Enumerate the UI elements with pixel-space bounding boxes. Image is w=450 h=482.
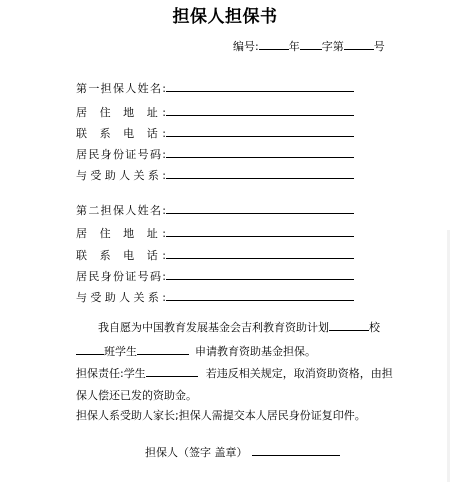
serial-number xyxy=(233,38,385,54)
guarantor2-address-field xyxy=(76,225,166,239)
body-text-5: 担保人系受助人家长;担保人需提交本人居民身份证复印件。 xyxy=(76,409,366,422)
body-text-1a: 我自愿为中国教育发展基金会吉利教育资助计划 xyxy=(98,321,329,334)
guarantor2-address-label: 居 住 地 址: xyxy=(76,227,166,240)
document-title: 担保人担保书 xyxy=(172,7,278,27)
guarantor1-relation-line[interactable] xyxy=(166,178,354,179)
guarantor1-address-line[interactable] xyxy=(166,115,354,116)
guarantor2-name-field xyxy=(76,202,166,216)
guarantor1-id-field xyxy=(76,146,166,160)
signature-blank[interactable] xyxy=(252,445,340,456)
body-paragraph-3 xyxy=(76,365,393,381)
serial-year: 年 xyxy=(288,40,300,53)
serial-zi: 字第 xyxy=(321,40,344,53)
body-text-3a: 担保责任:学生 xyxy=(76,367,146,380)
guarantor1-address-label: 居 住 地 址: xyxy=(76,106,166,119)
student-name-blank[interactable] xyxy=(146,366,198,377)
guarantor2-id-field xyxy=(76,268,166,282)
guarantor2-address-line[interactable] xyxy=(166,236,354,237)
body-text-2b: 申请教育资助基金担保。 xyxy=(195,345,316,358)
student-blank[interactable] xyxy=(137,344,189,355)
body-paragraph-5 xyxy=(76,407,366,423)
body-paragraph-2 xyxy=(76,343,316,359)
guarantor1-name-field xyxy=(76,80,166,94)
body-text-4: 保人偿还已发的资助金。 xyxy=(76,389,197,402)
serial-blank-3[interactable] xyxy=(344,39,374,50)
guarantor2-phone-field xyxy=(76,247,166,261)
guarantor2-relation-line[interactable] xyxy=(166,300,354,301)
signature-line xyxy=(145,444,340,460)
guarantor1-name-line[interactable] xyxy=(166,91,354,92)
class-blank[interactable] xyxy=(76,344,104,355)
guarantor1-relation-label: 与受助人关系: xyxy=(76,169,166,182)
guarantor2-name-label: 第二担保人姓名: xyxy=(76,204,166,217)
guarantor1-phone-field xyxy=(76,125,166,139)
guarantor2-name-line[interactable] xyxy=(166,213,354,214)
body-text-1b: 校 xyxy=(369,321,380,334)
body-paragraph-1 xyxy=(98,319,380,335)
guarantor2-phone-line[interactable] xyxy=(166,258,354,259)
guarantor1-phone-label: 联 系 电 话: xyxy=(76,127,166,140)
guarantor1-id-line[interactable] xyxy=(166,157,354,158)
guarantor1-phone-line[interactable] xyxy=(166,136,354,137)
signature-label: 担保人（签字 盖章） xyxy=(145,446,248,459)
guarantor1-name-label: 第一担保人姓名: xyxy=(76,82,166,95)
body-text-3b: 若违反相关规定，取消资助资格，由担 xyxy=(205,367,393,380)
serial-hao: 号 xyxy=(373,40,385,53)
guarantor2-phone-label: 联 系 电 话: xyxy=(76,249,166,262)
serial-prefix: 编号: xyxy=(233,40,259,53)
guarantor1-id-label: 居民身份证号码: xyxy=(76,148,166,161)
serial-blank-1[interactable] xyxy=(259,39,289,50)
serial-blank-2[interactable] xyxy=(300,39,322,50)
guarantor2-id-line[interactable] xyxy=(166,279,354,280)
guarantor1-relation-field xyxy=(76,167,166,181)
guarantor1-address-field xyxy=(76,104,166,118)
body-text-2a: 班学生 xyxy=(104,345,137,358)
school-blank[interactable] xyxy=(329,320,369,331)
guarantor2-relation-label: 与受助人关系: xyxy=(76,291,166,304)
body-paragraph-4 xyxy=(76,387,197,403)
guarantor2-id-label: 居民身份证号码: xyxy=(76,270,166,283)
guarantor2-relation-field xyxy=(76,289,166,303)
